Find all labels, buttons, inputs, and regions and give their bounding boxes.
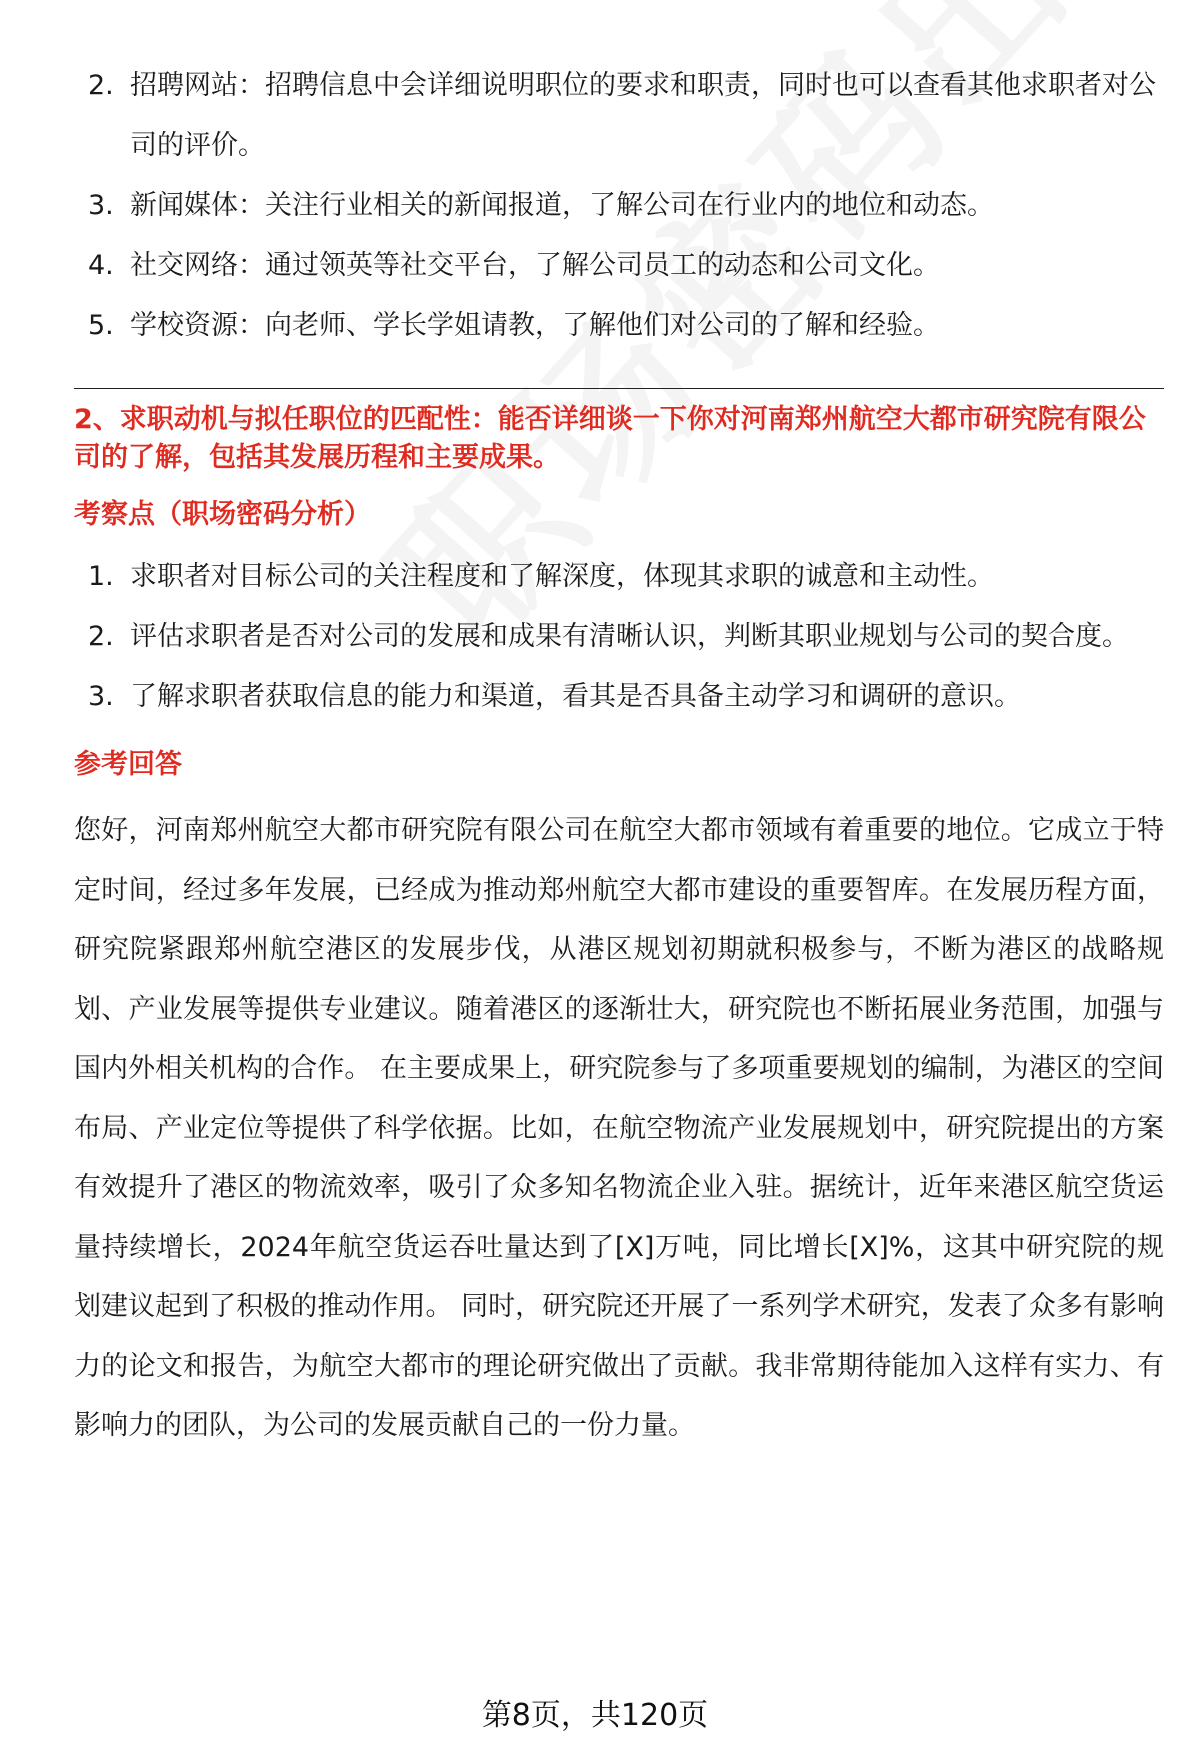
list-number: 2.	[88, 70, 114, 101]
list-number: 4.	[88, 250, 114, 281]
question-title: 2、求职动机与拟任职位的匹配性：能否详细谈一下你对河南郑州航空大都市研究院有限公司的了解，包括其发展历程和主要成果。	[74, 404, 1146, 473]
list-item	[74, 296, 1164, 356]
section-divider	[74, 388, 1164, 389]
list-number: 3.	[88, 190, 114, 221]
list-number: 3.	[88, 681, 114, 712]
list-item	[74, 176, 1164, 236]
list-number: 1.	[88, 561, 114, 592]
content	[74, 56, 1164, 1456]
points-list	[74, 547, 1164, 727]
list-text: 社交网络：通过领英等社交平台，了解公司员工的动态和公司文化。	[130, 250, 940, 281]
list-number: 5.	[88, 310, 114, 341]
list-item	[74, 547, 1164, 607]
list-item	[74, 607, 1164, 667]
page-number: 第8页，共120页	[481, 1698, 709, 1733]
points-heading: 考察点（职场密码分析）	[74, 499, 371, 530]
list-item	[74, 236, 1164, 296]
list-number: 2.	[88, 621, 114, 652]
list-text: 评估求职者是否对公司的发展和成果有清晰认识，判断其职业规划与公司的契合度。	[130, 621, 1129, 652]
list-text: 学校资源：向老师、学长学姐请教，了解他们对公司的了解和经验。	[130, 310, 940, 341]
list-text: 求职者对目标公司的关注程度和了解深度，体现其求职的诚意和主动性。	[130, 561, 994, 592]
info-source-list	[74, 56, 1164, 356]
list-item	[74, 56, 1164, 176]
list-text: 了解求职者获取信息的能力和渠道，看其是否具备主动学习和调研的意识。	[130, 681, 1021, 712]
list-item	[74, 667, 1164, 727]
list-text: 新闻媒体：关注行业相关的新闻报道，了解公司在行业内的地位和动态。	[130, 190, 994, 221]
answer-heading: 参考回答	[74, 749, 182, 780]
list-text: 招聘网站：招聘信息中会详细说明职位的要求和职责，同时也可以查看其他求职者对公司的评价。	[130, 70, 1156, 161]
answer-paragraph: 您好，河南郑州航空大都市研究院有限公司在航空大都市领域有着重要的地位。它成立于特定时间，经过多年发展，已经成为推动郑州航空大都市建设的重要智库。在发展历程方面，研究院紧跟郑州航空港区的发展步伐，从港区规划初期就积极参与，不断为港区的战略规划、产业发展等提供专业建议。随着港区的逐渐壮大，研究院也不断拓展业务范围，加强与国内外相关机构的合作。 在主要成果上，研究院参与了多项重要规划的编制，为港区的空间布局、产业定位等提供了科学依据。比如，在航空物流产业发展规划中，研究院提出的方案有效提升了港区的物流效率，吸引了众多知名物流企业入驻。据统计，近年来港区航空货运量持续增长，2024年航空货运吞吐量达到了[X]万吨，同比增长[X]%，这其中研究院的规划建议起到了积极的推动作用。 同时，研究院还开展了一系列学术研究，发表了众多有影响力的论文和报告，为航空大都市的理论研究做出了贡献。我非常期待能加入这样有实力、有影响力的团队，为公司的发展贡献自己的一份力量。	[74, 815, 1164, 1441]
